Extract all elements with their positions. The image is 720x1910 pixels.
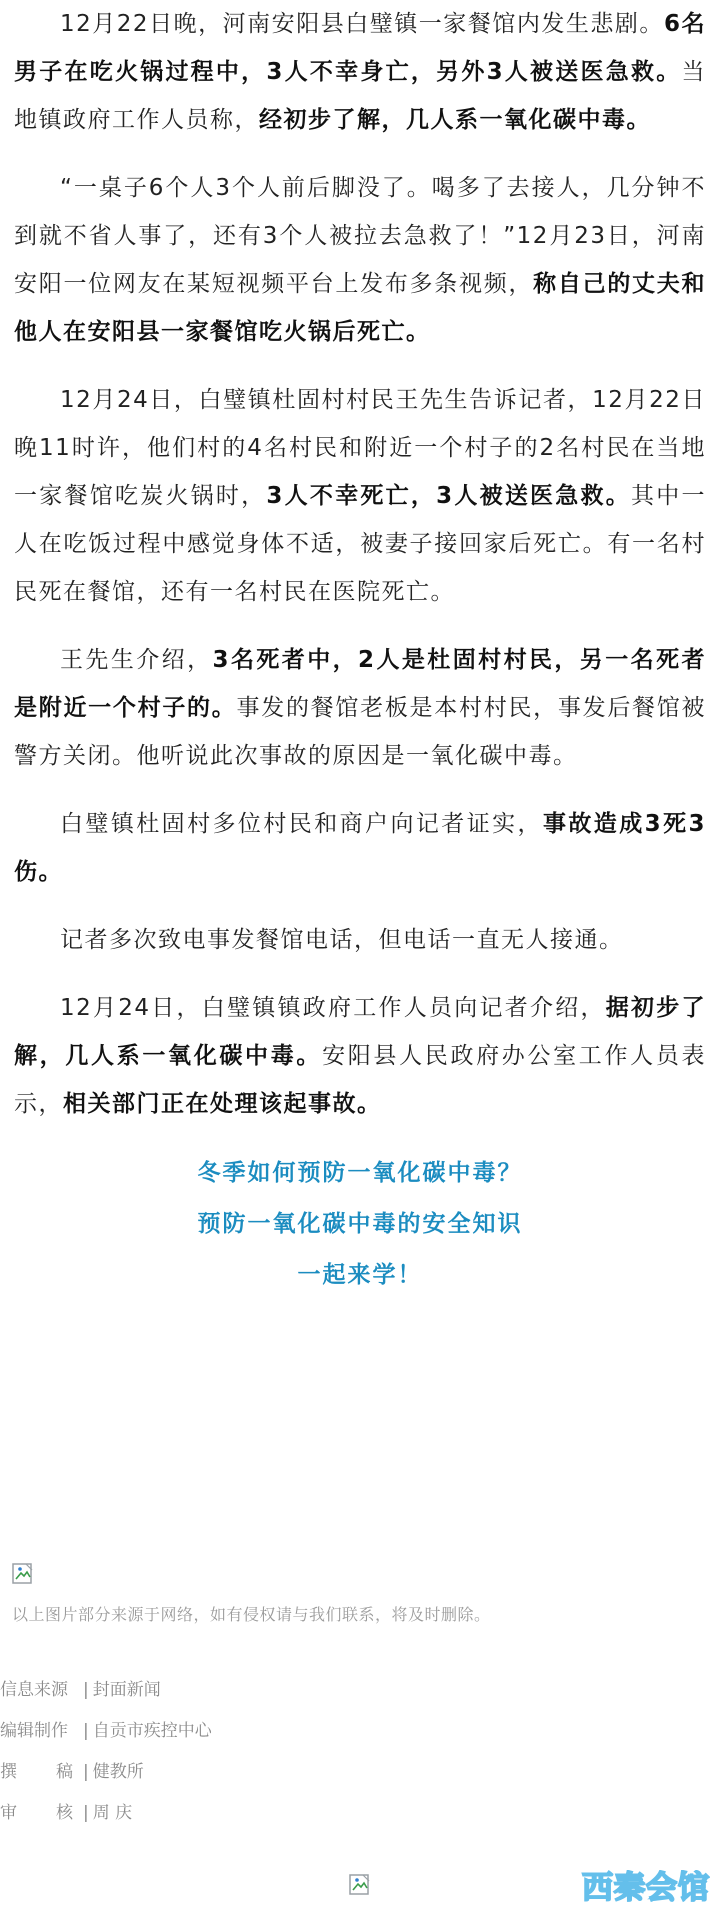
promo-heading bbox=[14, 1148, 706, 1301]
credit-separator: | bbox=[83, 1803, 89, 1823]
credit-row-source bbox=[0, 1670, 212, 1711]
credit-key: 审核 bbox=[0, 1803, 73, 1823]
image-disclaimer: 以上图片部分来源于网络，如有侵权请与我们联系，将及时删除。 bbox=[12, 1605, 491, 1624]
promo-line: 预防一氧化碳中毒的安全知识 bbox=[197, 1211, 523, 1237]
credit-row-editor bbox=[0, 1711, 212, 1752]
credit-separator: | bbox=[83, 1680, 89, 1700]
watermark-logo: 西秦会馆 bbox=[582, 1870, 710, 1906]
credits-block bbox=[0, 1670, 212, 1834]
credit-key: 信息来源 bbox=[0, 1680, 68, 1700]
promo-line: 一起来学！ bbox=[297, 1262, 423, 1288]
credit-value: 封面新闻 bbox=[92, 1680, 161, 1700]
credit-key: 编辑制作 bbox=[0, 1721, 68, 1741]
paragraph-1: 12月22日晚，河南安阳县白璧镇一家餐馆内发生悲剧。6名男子在吃火锅过程中，3人不幸身亡，另外3人被送医急救。当地镇政府工作人员称，经初步了解，几人系一氧化碳中毒。 bbox=[14, 11, 706, 133]
paragraph-2: “一桌子6个人3个人前后脚没了。喝多了去接人，几分钟不到就不省人事了，还有3个人被拉去急救了！”12月23日，河南安阳一位网友在某短视频平台上发布多条视频，称自己的丈夫和他人在安阳县一家餐馆吃火锅后死亡。 bbox=[14, 175, 707, 345]
broken-image-icon bbox=[349, 1874, 371, 1896]
broken-image-icon bbox=[12, 1563, 34, 1585]
credit-key: 撰稿 bbox=[0, 1762, 73, 1782]
paragraph-4: 王先生介绍，3名死者中，2人是杜固村村民，另一名死者是附近一个村子的。事发的餐馆老板是本村村民，事发后餐馆被警方关闭。他听说此次事故的原因是一氧化碳中毒。 bbox=[14, 647, 707, 769]
promo-line: 冬季如何预防一氧化碳中毒？ bbox=[197, 1160, 523, 1186]
credit-value: 健教所 bbox=[92, 1762, 144, 1782]
paragraph-7: 12月24日，白璧镇镇政府工作人员向记者介绍，据初步了解，几人系一氧化碳中毒。安阳县人民政府办公室工作人员表示，相关部门正在处理该起事故。 bbox=[14, 995, 707, 1117]
credit-value: 周 庆 bbox=[92, 1803, 133, 1823]
credit-value: 自贡市疾控中心 bbox=[92, 1721, 212, 1741]
credit-row-reviewer bbox=[0, 1793, 212, 1834]
paragraph-6: 记者多次致电事发餐馆电话，但电话一直无人接通。 bbox=[60, 927, 624, 953]
credit-separator: | bbox=[83, 1721, 89, 1741]
credit-separator: | bbox=[83, 1762, 89, 1782]
paragraph-5: 白璧镇杜固村多位村民和商户向记者证实，事故造成3死3伤。 bbox=[14, 811, 706, 885]
paragraph-3: 12月24日，白璧镇杜固村村民王先生告诉记者，12月22日晚11时许，他们村的4名村民和附近一个村子的2名村民在当地一家餐馆吃炭火锅时，3人不幸死亡，3人被送医急救。其中一人在吃饭过程中感觉身体不适，被妻子接回家后死亡。有一名村民死在餐馆，还有一名村民在医院死亡。 bbox=[14, 387, 706, 605]
credit-row-writer bbox=[0, 1752, 212, 1793]
